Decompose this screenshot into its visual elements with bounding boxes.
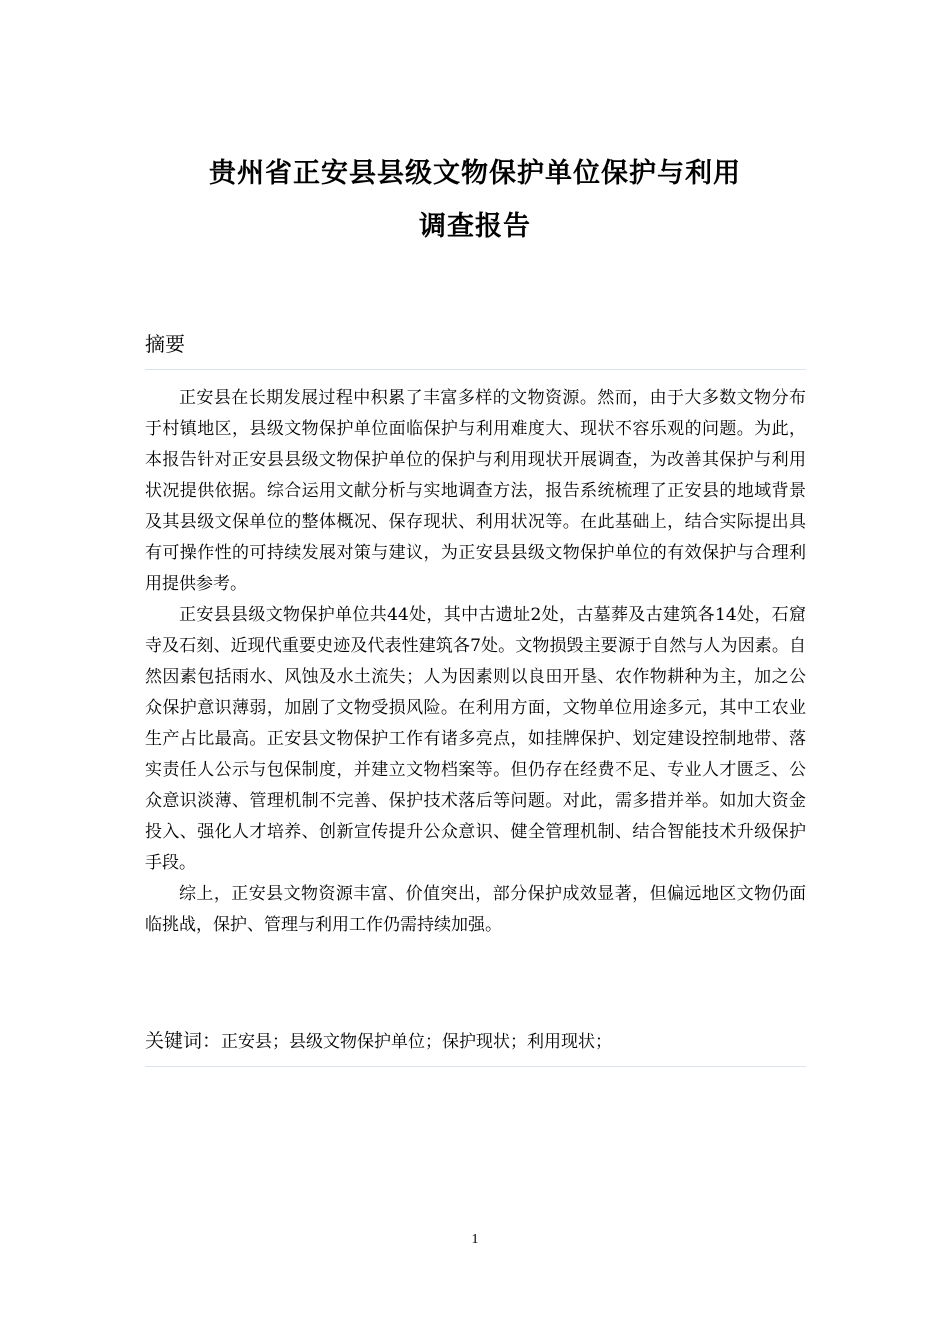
abstract-body [145,383,806,941]
abstract-paragraph-3: 综上，正安县文物资源丰富、价值突出，部分保护成效显著，但偏远地区文物仍面临挑战，保护、管理与利用工作仍需持续加强。 [145,884,806,935]
page-number: 1 [471,1232,479,1247]
keywords-label: 关键词： [145,1030,222,1052]
abstract-paragraph-1: 正安县在长期发展过程中积累了丰富多样的文物资源。然而，由于大多数文物分布于村镇地区，县级文物保护单位面临保护与利用难度大、现状不容乐观的问题。为此，本报告针对正安县县级文物保护单位的保护与利用现状开展调查，为改善其保护与利用状况提供依据。综合运用文献分析与实地调查方法，报告系统梳理了正安县的地域背景及其县级文保单位的整体概况、保存现状、利用状况等。在此基础上，结合实际提出具有可操作性的可持续发展对策与建议，为正安县县级文物保护单位的有效保护与合理利用提供参考。 [145,388,806,594]
abstract-divider [145,369,806,370]
abstract-paragraph-2: 正安县县级文物保护单位共44处，其中古遗址2处，古墓葬及古建筑各14处，石窟寺及石刻、近现代重要史迹及代表性建筑各7处。文物损毁主要源于自然与人为因素。自然因素包括雨水、风蚀及水土流失；人为因素则以良田开垦、农作物耕种为主，加之公众保护意识薄弱，加剧了文物受损风险。在利用方面，文物单位用途多元，其中工农业生产占比最高。正安县文物保护工作有诸多亮点，如挂牌保护、划定建设控制地带、落实责任人公示与包保制度，并建立文物档案等。但仍存在经费不足、专业人才匮乏、公众意识淡薄、管理机制不完善、保护技术落后等问题。对此，需多措并举。如加大资金投入、强化人才培养、创新宣传提升公众意识、健全管理机制、结合智能技术升级保护手段。 [145,605,806,873]
document-title-line-1: 贵州省正安县县级文物保护单位保护与利用 [209,158,741,189]
abstract-heading: 摘要 [145,332,185,356]
keywords-text: 正安县；县级文物保护单位；保护现状；利用现状； [221,1032,613,1052]
keywords-divider [145,1066,806,1067]
document-title-line-2: 调查报告 [419,211,531,242]
keywords-line [145,1027,806,1057]
